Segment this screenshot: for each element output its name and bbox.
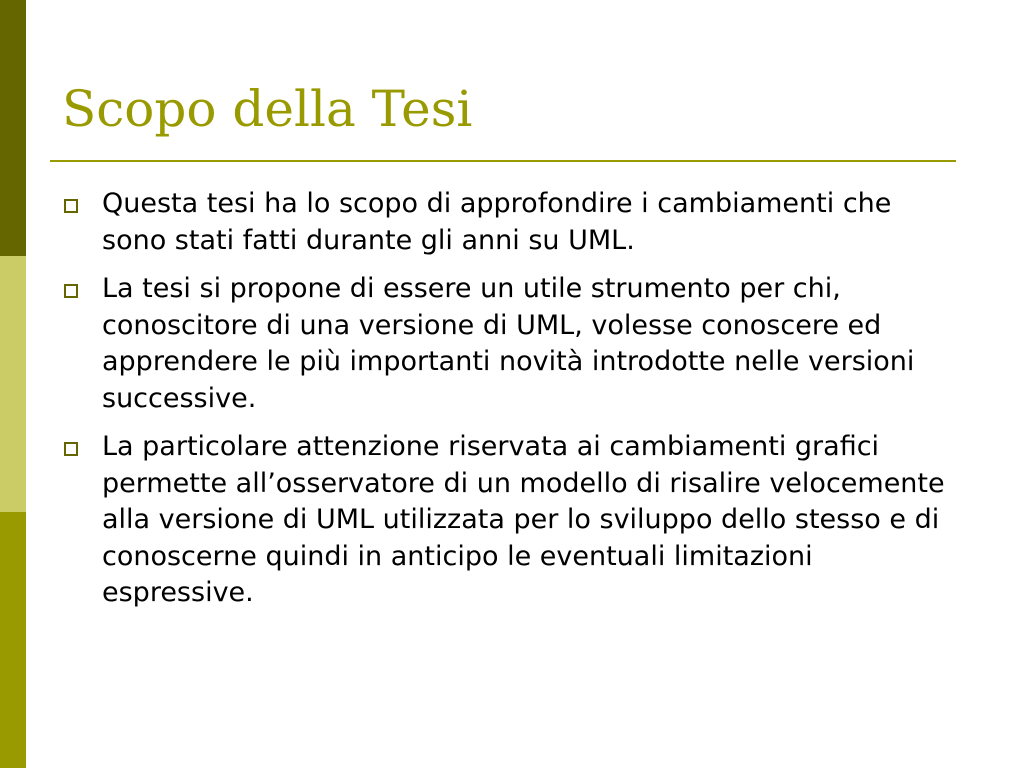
bullet-text: Questa tesi ha lo scopo di approfondire i cambiamenti che sono stati fatti durante gli anni su UML. [102,188,892,256]
side-band-olive [0,512,26,768]
side-band-light [0,256,26,512]
bullet-text: La particolare attenzione riservata ai cambiamenti grafici permette all’osservatore di un modello di risalire velocemente alla versione di UML utilizzata per lo sviluppo dello stesso e di conoscerne quindi in anticipo le eventuali limitazioni espressive. [102,431,945,608]
slide-title: Scopo della Tesi [62,80,473,138]
square-bullet-icon [64,442,78,456]
side-band-dark [0,0,26,256]
title-divider [50,160,956,162]
bullet-item [62,186,962,259]
bullet-item [62,429,962,612]
bullet-list [62,186,962,624]
bullet-text: La tesi si propone di essere un utile strumento per chi, conoscitore di una versione di UML, volesse conoscere ed apprendere le più importanti novità introdotte nelle versioni successive. [102,273,915,414]
square-bullet-icon [64,284,78,298]
bullet-item [62,271,962,417]
square-bullet-icon [64,199,78,213]
